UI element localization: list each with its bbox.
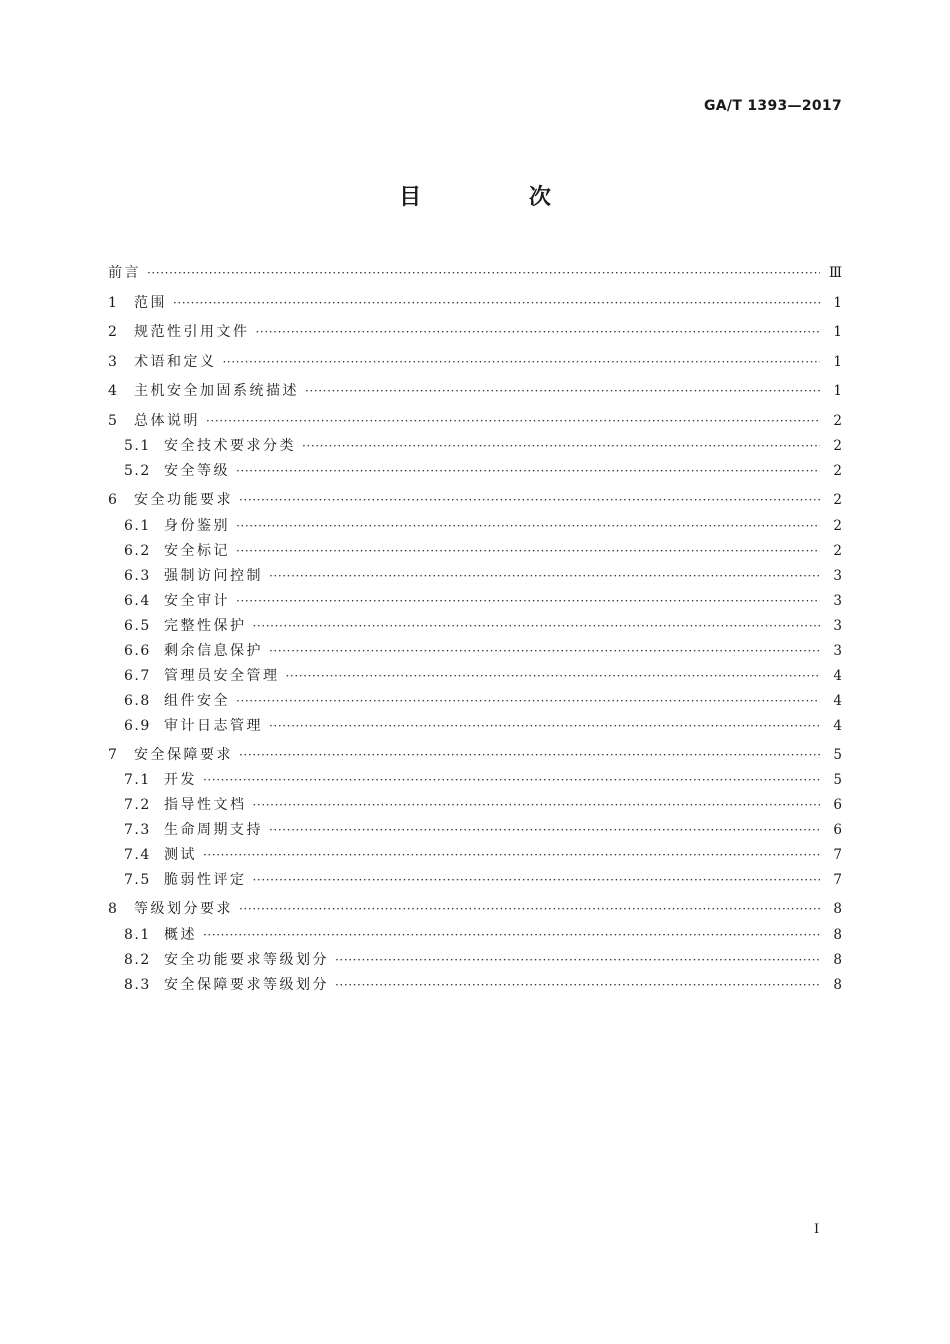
- toc-entry[interactable]: [108, 485, 842, 515]
- toc-entry[interactable]: [108, 590, 842, 615]
- toc-entry-page: 4: [833, 667, 842, 684]
- toc-entry-page: 2: [833, 438, 842, 454]
- toc-entry-page: 2: [833, 412, 842, 429]
- toc-entry-label: 安全等级: [164, 463, 230, 479]
- toc-leader-dots: [256, 325, 821, 339]
- toc-entry-page: 5: [833, 746, 842, 763]
- toc-entry-page: 3: [833, 617, 842, 634]
- toc-entry-label: 主机安全加固系统描述: [134, 383, 299, 399]
- toc-entry-number: 8.1: [124, 926, 151, 943]
- toc-entry[interactable]: [108, 819, 842, 844]
- toc-leader-dots: [203, 773, 820, 787]
- toc-leader-dots: [236, 519, 820, 533]
- toc-entry[interactable]: [108, 460, 842, 485]
- toc-entry-number: 7.2: [124, 797, 151, 813]
- toc-leader-dots: [269, 823, 820, 837]
- toc-entry-label: 总体说明: [134, 412, 200, 429]
- toc-entry-number: 6.6: [124, 642, 151, 659]
- toc-entry-label: 安全标记: [164, 542, 230, 559]
- toc-leader-dots: [302, 439, 820, 453]
- toc-leader-dots: [305, 384, 820, 398]
- toc-leader-dots: [269, 569, 820, 583]
- toc-leader-dots: [239, 493, 820, 507]
- toc-entry-number: 7: [108, 746, 118, 763]
- toc-entry-label: 完整性保护: [164, 617, 247, 634]
- standard-code: GA/T 1393—2017: [704, 98, 842, 114]
- toc-entry-page: 2: [833, 492, 842, 508]
- toc-entry-number: 6.4: [124, 592, 151, 609]
- toc-entry-page: 2: [833, 517, 842, 534]
- toc-entry-label: 范围: [134, 294, 167, 311]
- toc-entry-number: 5.1: [124, 438, 151, 454]
- toc-leader-dots: [236, 544, 820, 558]
- toc-entry-number: 7.4: [124, 847, 151, 863]
- toc-leader-dots: [203, 928, 820, 942]
- toc-entry-number: 2: [108, 324, 118, 340]
- toc-entry-label: 等级划分要求: [134, 901, 233, 917]
- toc-entry-number: 6.3: [124, 567, 151, 584]
- toc-entry-label: 前言: [108, 265, 141, 281]
- toc-entry-page: 6: [833, 822, 842, 838]
- toc-leader-dots: [335, 978, 820, 992]
- toc-entry-label: 强制访问控制: [164, 567, 263, 584]
- toc-entry-number: 7.3: [124, 822, 151, 838]
- toc-entry[interactable]: [108, 715, 842, 740]
- toc-entry-page: 1: [833, 324, 842, 340]
- toc-entry-page: 7: [833, 872, 842, 888]
- toc-entry[interactable]: [108, 949, 842, 974]
- toc-leader-dots: [253, 798, 821, 812]
- toc-entry-number: 5: [108, 412, 118, 429]
- toc-entry-number: 8.2: [124, 951, 151, 968]
- toc-entry-page: 2: [833, 463, 842, 479]
- toc-entry-page: Ⅲ: [828, 265, 842, 281]
- toc-leader-dots: [239, 902, 820, 916]
- toc-entry[interactable]: [108, 769, 842, 794]
- toc-entry-page: 8: [833, 926, 842, 943]
- toc-entry-page: 3: [833, 592, 842, 609]
- toc-entry-number: 7.5: [124, 872, 151, 888]
- toc-entry[interactable]: [108, 974, 842, 999]
- toc-leader-dots: [203, 848, 820, 862]
- toc-entry-page: 3: [833, 567, 842, 584]
- toc-entry-number: 6.2: [124, 542, 151, 559]
- toc-entry-page: 8: [833, 951, 842, 968]
- toc-entry-number: 6.8: [124, 692, 151, 709]
- toc-leader-dots: [335, 953, 820, 967]
- toc-entry[interactable]: [108, 615, 842, 640]
- toc-leader-dots: [236, 594, 820, 608]
- toc-leader-dots: [223, 355, 821, 369]
- toc-entry-page: 4: [833, 717, 842, 734]
- toc-leader-dots: [239, 748, 820, 762]
- toc-entry-page: 1: [833, 383, 842, 399]
- toc-leader-dots: [269, 644, 820, 658]
- toc-entry-page: 2: [833, 542, 842, 559]
- toc-entry-number: 5.2: [124, 463, 151, 479]
- toc-entry-label: 规范性引用文件: [134, 324, 250, 340]
- toc-entry-label: 概述: [164, 926, 197, 943]
- toc-leader-dots: [236, 694, 820, 708]
- toc-entry-page: 1: [833, 353, 842, 370]
- toc-entry[interactable]: [108, 406, 842, 436]
- toc-entry[interactable]: [108, 515, 842, 540]
- toc-entry[interactable]: [108, 317, 842, 347]
- toc-entry[interactable]: [108, 540, 842, 565]
- toc-entry-label: 剩余信息保护: [164, 642, 263, 659]
- toc-entry-label: 安全功能要求: [134, 492, 233, 508]
- toc-entry-number: 6.9: [124, 717, 151, 734]
- toc-entry[interactable]: [108, 740, 842, 770]
- toc-entry-label: 开发: [164, 772, 197, 788]
- page-number: I: [814, 1222, 820, 1237]
- toc-entry-label: 组件安全: [164, 692, 230, 709]
- toc-entry-number: 4: [108, 383, 118, 399]
- toc-entry-page: 8: [833, 901, 842, 917]
- toc-leader-dots: [173, 296, 820, 310]
- toc-entry[interactable]: [108, 347, 842, 377]
- toc-entry[interactable]: [108, 869, 842, 894]
- toc-entry-number: 6.7: [124, 667, 151, 684]
- toc-entry-page: 1: [833, 294, 842, 311]
- toc-entry-number: 6: [108, 492, 118, 508]
- toc-entry-page: 6: [833, 797, 842, 813]
- toc-entry-label: 安全审计: [164, 592, 230, 609]
- toc-entry-page: 4: [833, 692, 842, 709]
- toc-entry-label: 术语和定义: [134, 353, 217, 370]
- toc-leader-dots: [269, 719, 820, 733]
- toc-entry[interactable]: [108, 376, 842, 406]
- page-title: 目 次: [399, 185, 601, 210]
- toc-entry[interactable]: [108, 258, 842, 288]
- toc-entry-label: 安全技术要求分类: [164, 438, 296, 454]
- toc-leader-dots: [206, 414, 820, 428]
- toc-entry-page: 5: [833, 772, 842, 788]
- toc-entry-page: 7: [833, 847, 842, 863]
- toc-entry[interactable]: [108, 690, 842, 715]
- toc-entry[interactable]: [108, 794, 842, 819]
- toc-entry-label: 安全功能要求等级划分: [164, 951, 329, 968]
- toc-entry-label: 安全保障要求等级划分: [164, 976, 329, 993]
- toc-leader-dots: [236, 464, 820, 478]
- toc-entry[interactable]: [108, 665, 842, 690]
- toc-entry[interactable]: [108, 435, 842, 460]
- toc-entry[interactable]: [108, 288, 842, 318]
- toc-entry[interactable]: [108, 894, 842, 924]
- toc-entry-label: 指导性文档: [164, 797, 247, 813]
- toc-entry-label: 脆弱性评定: [164, 872, 247, 888]
- toc-entry-page: 3: [833, 642, 842, 659]
- toc-entry-label: 管理员安全管理: [164, 667, 280, 684]
- toc-entry-label: 测试: [164, 847, 197, 863]
- toc-entry-number: 1: [108, 294, 118, 311]
- toc-entry-label: 安全保障要求: [134, 746, 233, 763]
- toc-entry[interactable]: [108, 924, 842, 949]
- toc-entry-number: 6.5: [124, 617, 151, 634]
- toc-leader-dots: [253, 619, 821, 633]
- table-of-contents: [108, 258, 842, 999]
- toc-entry-number: 3: [108, 353, 118, 370]
- toc-leader-dots: [286, 669, 821, 683]
- toc-entry-number: 8.3: [124, 976, 151, 993]
- toc-entry[interactable]: [108, 844, 842, 869]
- toc-entry[interactable]: [108, 640, 842, 665]
- toc-leader-dots: [147, 266, 820, 280]
- toc-entry-number: 6.1: [124, 517, 151, 534]
- toc-entry-page: 8: [833, 976, 842, 993]
- toc-entry-label: 身份鉴别: [164, 517, 230, 534]
- toc-entry-number: 8: [108, 901, 118, 917]
- toc-entry[interactable]: [108, 565, 842, 590]
- toc-entry-number: 7.1: [124, 772, 151, 788]
- toc-entry-label: 审计日志管理: [164, 717, 263, 734]
- toc-leader-dots: [253, 873, 821, 887]
- toc-entry-label: 生命周期支持: [164, 822, 263, 838]
